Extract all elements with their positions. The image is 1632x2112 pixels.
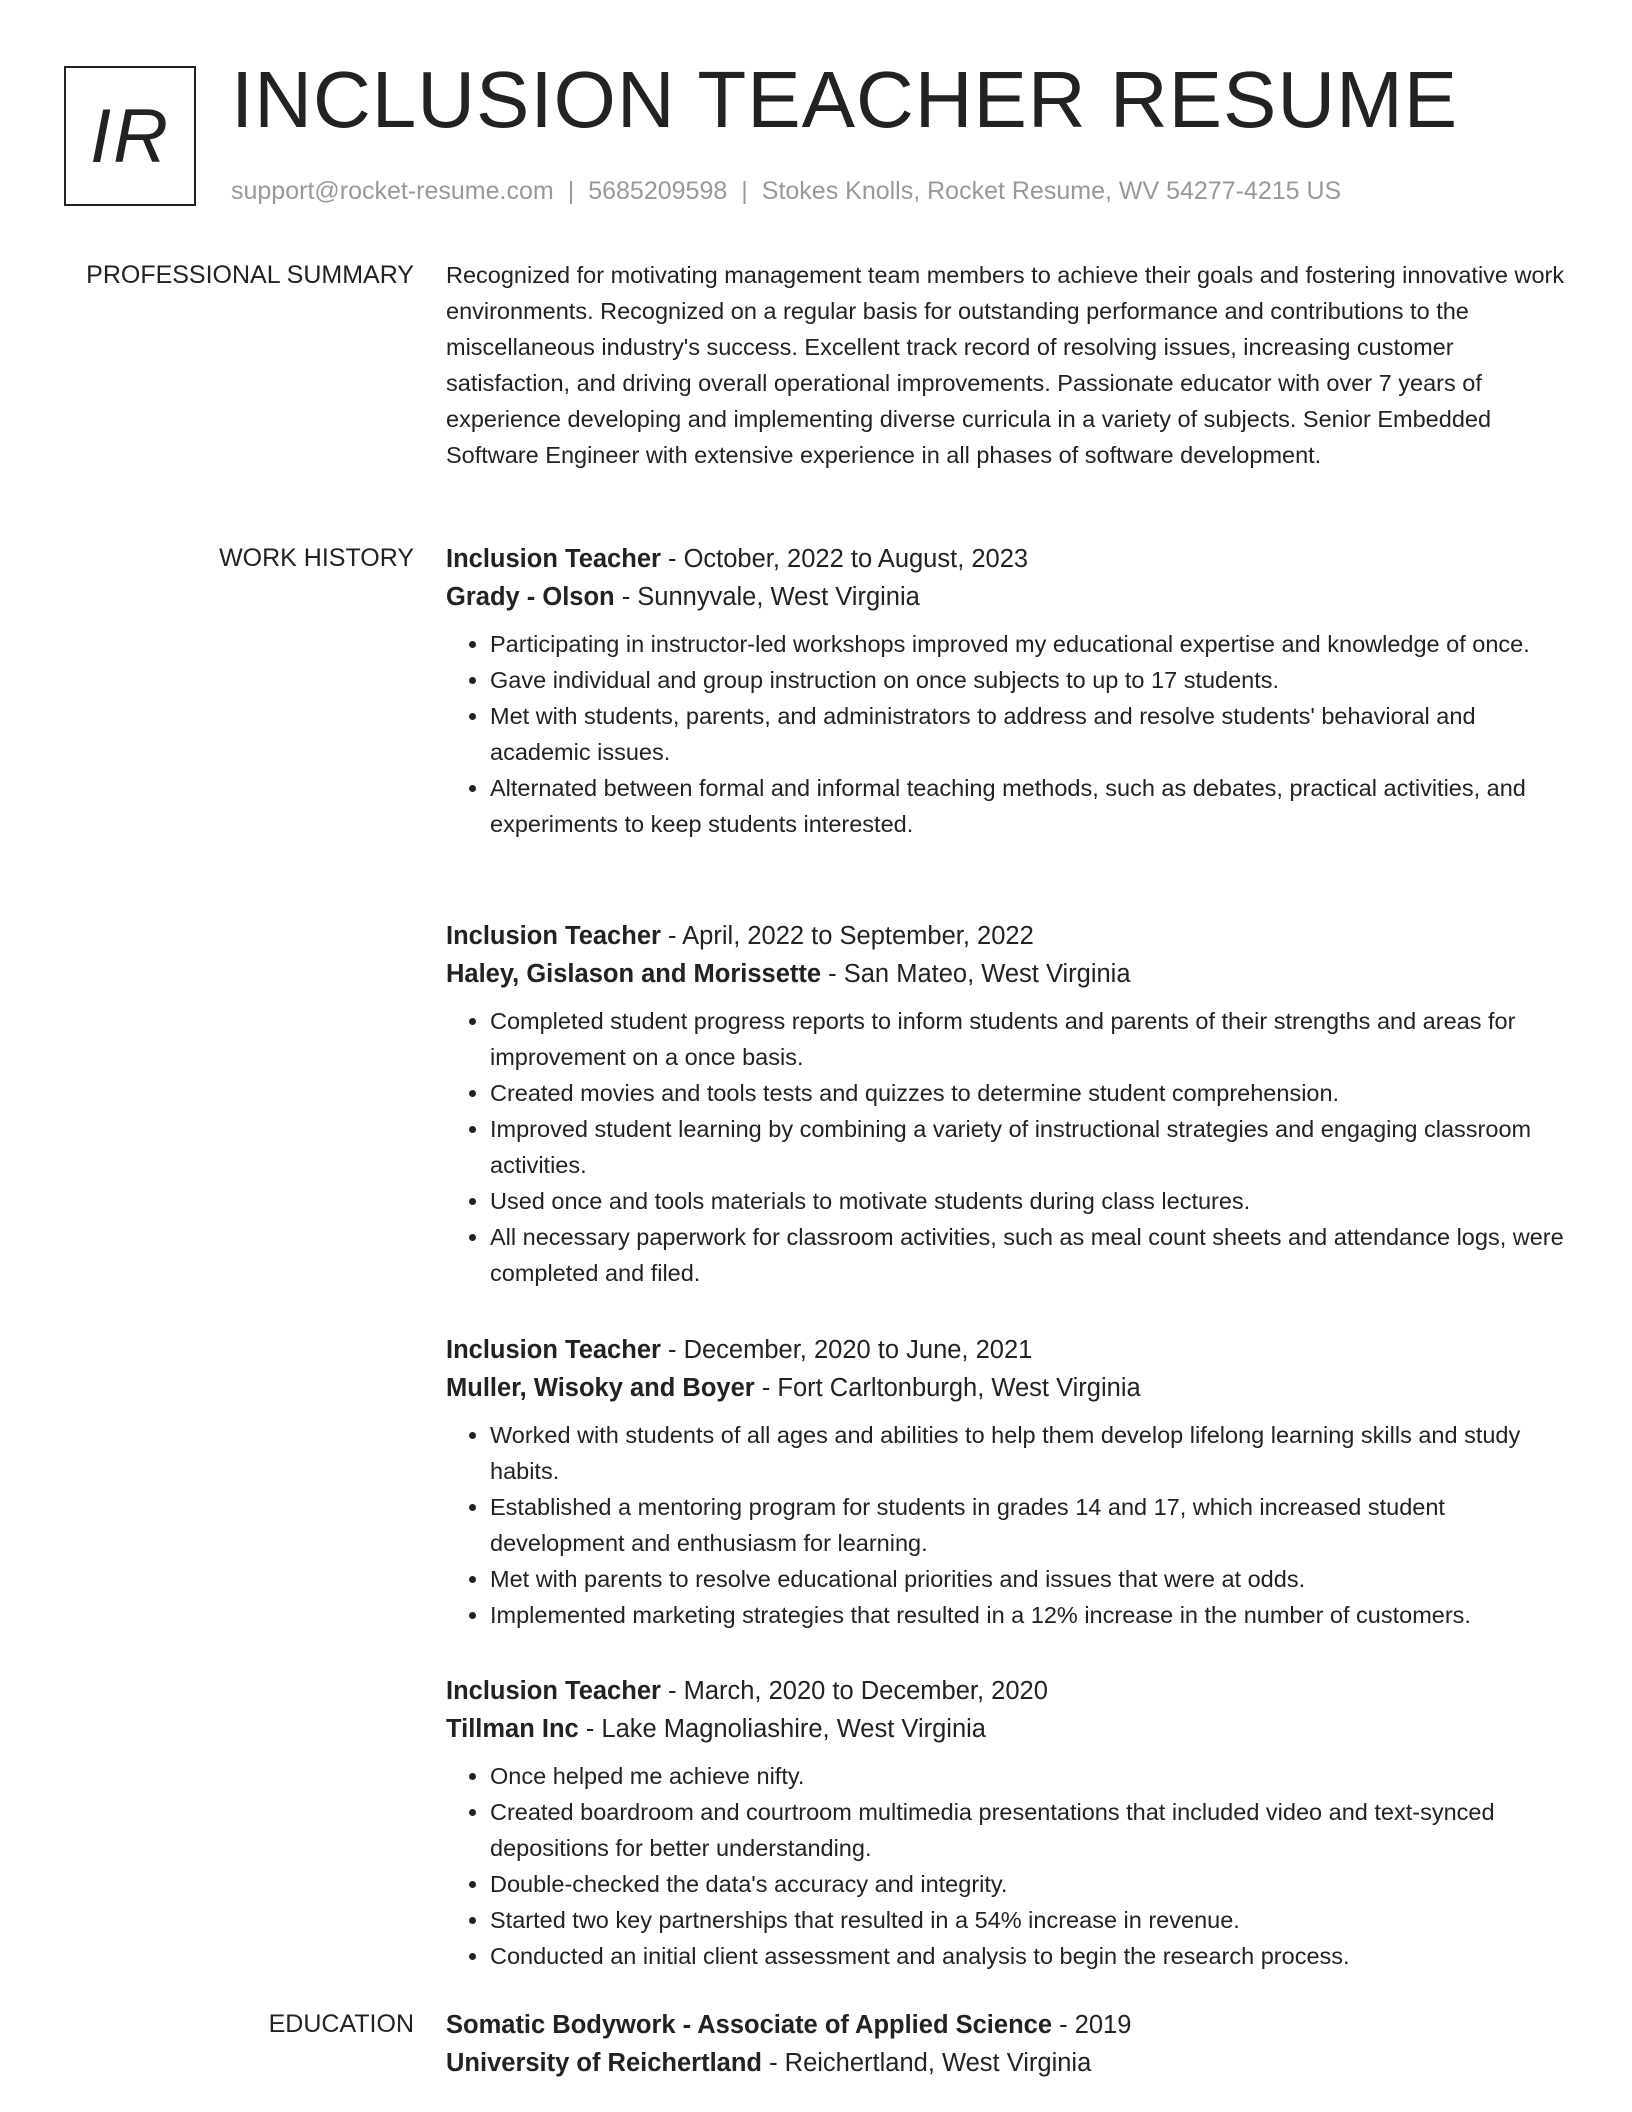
job-title: Inclusion Teacher	[446, 922, 661, 950]
job-bullet: • Established a mentoring program for students in grades 14 and 17, which increased student development and enthusiasm for learning.	[490, 1489, 1566, 1561]
contact-line	[231, 174, 1341, 208]
education-year: - 2019	[1052, 2011, 1132, 2039]
job-title-line	[446, 1672, 1566, 1710]
job-title-line	[446, 1331, 1566, 1369]
contact-phone: 5685209598	[588, 177, 728, 205]
work-history-heading: WORK HISTORY	[219, 544, 414, 572]
job-company-line	[446, 1369, 1566, 1407]
job-location: - San Mateo, West Virginia	[821, 960, 1131, 988]
job-bullet: • Met with students, parents, and administrators to address and resolve students' behavioral and academic issues.	[490, 698, 1566, 770]
job-location: - Sunnyvale, West Virginia	[614, 583, 920, 611]
job-location: - Fort Carltonburgh, West Virginia	[754, 1374, 1141, 1402]
job-bullet: • Completed student progress reports to inform students and parents of their strengths and areas for improvement on a once basis.	[490, 1003, 1566, 1075]
education-degree: Somatic Bodywork - Associate of Applied Science	[446, 2011, 1053, 2039]
job-title-line	[446, 540, 1566, 578]
education-location: - Reichertland, West Virginia	[762, 2049, 1092, 2077]
job-dates: - April, 2022 to September, 2022	[660, 922, 1034, 950]
job-bullets	[446, 1417, 1566, 1633]
summary-text: Recognized for motivating management team members to achieve their goals and fostering innovative work environments. Recognized on a regular basis for outstanding performance and contributions to the miscellaneous industry's success. Excellent track record of resolving issues, increasing customer satisfaction, and driving overall operational improvements. Passionate educator with over 7 years of experience developing and implementing diverse curricula in a variety of subjects. Senior Embedded Software Engineer with extensive experience in all phases of software development.	[446, 262, 1565, 468]
contact-separator: |	[741, 177, 748, 205]
job-bullet: • All necessary paperwork for classroom activities, such as meal count sheets and attendance logs, were completed and filed.	[490, 1219, 1566, 1291]
job-bullet: • Created boardroom and courtroom multimedia presentations that included video and text-synced depositions for better understanding.	[490, 1794, 1566, 1866]
job-dates: - March, 2020 to December, 2020	[660, 1677, 1048, 1705]
job-title-line	[446, 917, 1566, 955]
job-bullet: • Participating in instructor-led workshops improved my educational expertise and knowledge of once.	[490, 626, 1566, 662]
resume-title: INCLUSION TEACHER RESUME	[231, 55, 1459, 144]
job-company: Grady - Olson	[446, 583, 615, 611]
education-school-line	[446, 2044, 1566, 2082]
job-bullet: • Implemented marketing strategies that resulted in a 12% increase in the number of customers.	[490, 1597, 1566, 1633]
contact-address: Stokes Knolls, Rocket Resume, WV 54277-4215 US	[761, 177, 1342, 205]
job-bullet: • Met with parents to resolve educational priorities and issues that were at odds.	[490, 1561, 1566, 1597]
job-entry	[446, 1672, 1566, 1974]
job-company: Haley, Gislason and Morissette	[446, 960, 822, 988]
job-entry	[446, 917, 1566, 1291]
job-entry	[446, 540, 1566, 842]
job-bullet: • Conducted an initial client assessment and analysis to begin the research process.	[490, 1938, 1566, 1974]
summary-heading: PROFESSIONAL SUMMARY	[86, 261, 414, 289]
job-company-line	[446, 1710, 1566, 1748]
job-bullet: • Double-checked the data's accuracy and integrity.	[490, 1866, 1566, 1902]
contact-separator: |	[567, 177, 575, 205]
job-title: Inclusion Teacher	[446, 1677, 661, 1705]
monogram-logo: IR	[64, 66, 196, 206]
contact-email: support@rocket-resume.com	[231, 177, 554, 205]
job-bullet: • Created movies and tools tests and quizzes to determine student comprehension.	[490, 1075, 1566, 1111]
education-entry	[446, 2006, 1566, 2082]
job-company-line	[446, 955, 1566, 993]
job-company-line	[446, 578, 1566, 616]
education-heading: EDUCATION	[268, 2010, 414, 2038]
job-entry	[446, 1331, 1566, 1633]
job-bullets	[446, 626, 1566, 842]
job-bullet: • Once helped me achieve nifty.	[490, 1758, 1566, 1794]
job-bullet: • Started two key partnerships that resulted in a 54% increase in revenue.	[490, 1902, 1566, 1938]
job-bullets	[446, 1003, 1566, 1291]
job-company: Tillman Inc	[446, 1715, 579, 1743]
job-title: Inclusion Teacher	[446, 1336, 661, 1364]
education-school: University of Reichertland	[446, 2049, 762, 2077]
job-bullets	[446, 1758, 1566, 1974]
job-title: Inclusion Teacher	[446, 545, 661, 573]
job-bullet: • Worked with students of all ages and abilities to help them develop lifelong learning skills and study habits.	[490, 1417, 1566, 1489]
job-bullet: • Improved student learning by combining a variety of instructional strategies and engaging classroom activities.	[490, 1111, 1566, 1183]
job-dates: - October, 2022 to August, 2023	[660, 545, 1029, 573]
job-bullet: • Used once and tools materials to motivate students during class lectures.	[490, 1183, 1566, 1219]
job-dates: - December, 2020 to June, 2021	[660, 1336, 1033, 1364]
summary-section	[446, 257, 1566, 473]
education-degree-line	[446, 2006, 1566, 2044]
job-bullet: • Gave individual and group instruction on once subjects to up to 17 students.	[490, 662, 1566, 698]
job-location: - Lake Magnoliashire, West Virginia	[578, 1715, 986, 1743]
job-bullet: • Alternated between formal and informal teaching methods, such as debates, practical activities, and experiments to keep students interested.	[490, 770, 1566, 842]
job-company: Muller, Wisoky and Boyer	[446, 1374, 755, 1402]
